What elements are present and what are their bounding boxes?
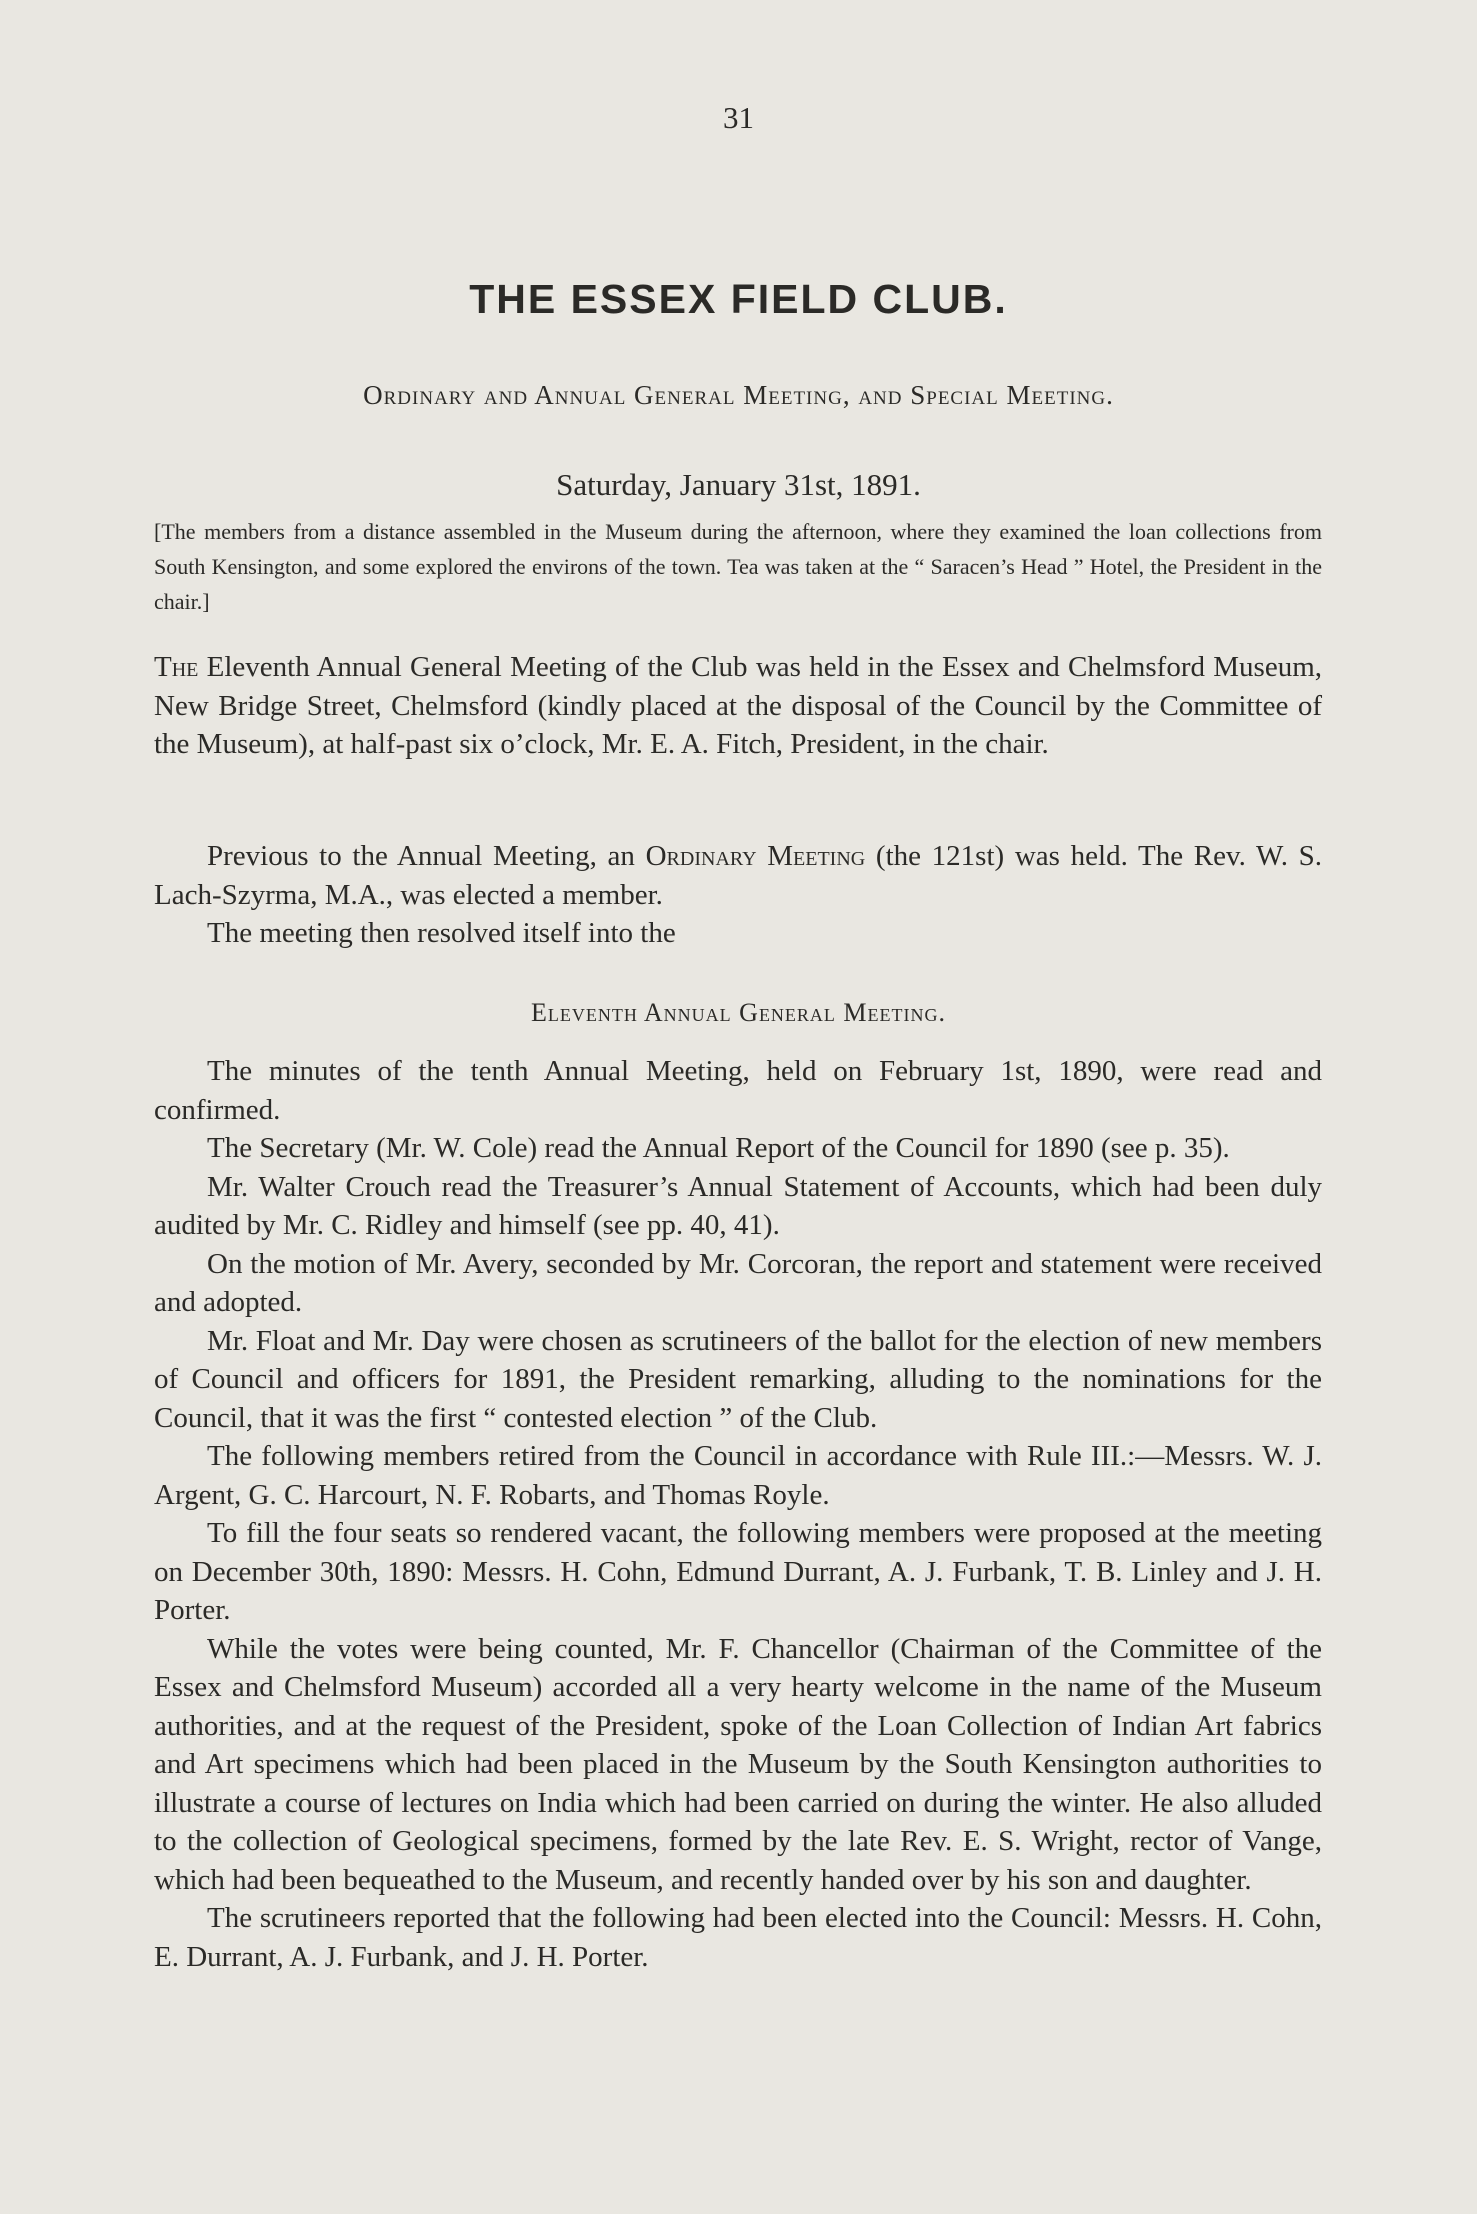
previous-paragraph [154,837,1322,914]
minutes-section [154,1052,1322,1976]
minutes-paragraph: Mr. Walter Crouch read the Treasurer’s Annual Statement of Accounts, which had been duly audited by Mr. C. Ridley and himself (see pp. 40, 41). [154,1170,1322,1241]
intro-paragraph [154,648,1322,764]
minutes-paragraph: The minutes of the tenth Annual Meeting, held on February 1st, 1890, were read and confirmed. [154,1055,1322,1126]
intro-section [154,648,1322,764]
minutes-paragraph: Mr. Float and Mr. Day were chosen as scrutineers of the ballot for the election of new members of Council and officers for 1891, the President remarking, alluding to the nominations for the Council, that it was the first “ contested election ” of the Club. [154,1324,1322,1434]
page-number: 31 [723,100,754,135]
previous-caps: Ordinary Meeting [645,840,866,872]
minutes-paragraph: The Secretary (Mr. W. Cole) read the Annual Report of the Council for 1890 (see p. 35). [207,1132,1230,1164]
previous-meeting-section [154,837,1322,953]
bracketed-note: [The members from a distance assembled in the Museum during the afternoon, where they examined the loan collections from South Kensington, and some explored the environs of the town. Tea was taken at the “ Saracen’s Head ” Hotel, the President in the chair.] [154,519,1322,614]
meeting-date: Saturday, January 31st, 1891. [556,467,921,502]
minutes-paragraph: On the motion of Mr. Avery, seconded by Mr. Corcoran, the report and statement were received and adopted. [154,1247,1322,1318]
resolved-paragraph: The meeting then resolved itself into the [207,917,676,949]
intro-text: Eleventh Annual General Meeting of the Club was held in the Essex and Chelmsford Museum, New Bridge Street, Chelmsford (kindly placed at the disposal of the Council by the Committee of the Museum), at half-past six o’clock, Mr. E. A. Fitch, President, in the chair. [154,651,1322,760]
page-title: THE ESSEX FIELD CLUB. [469,276,1008,322]
meeting-subtitle: Ordinary and Annual General Meeting, and Special Meeting. [363,380,1114,410]
previous-after: (the 121st) was held. The Rev. W. S. Lach-Szyrma, M.A., was elected a member. [154,840,1322,911]
minutes-paragraph: The scrutineers reported that the following had been elected into the Council: Messrs. H. Cohn, E. Durrant, A. J. Furbank, and J. H. Porter. [154,1902,1322,1973]
section-heading: Eleventh Annual General Meeting. [530,998,947,1027]
previous-before: Previous to the Annual Meeting, an [207,840,646,872]
minutes-paragraph: While the votes were being counted, Mr. F. Chancellor (Chairman of the Committee of the Essex and Chelmsford Museum) accorded all a very hearty welcome in the name of the Museum authorities, and at the request of the President, spoke of the Loan Collection of Indian Art fabrics and Art specimens which had been placed in the Museum by the South Kensington authorities to illustrate a course of lectures on India which had been carried on during the winter. He also alluded to the collection of Geological specimens, formed by the late Rev. E. S. Wright, rector of Vange, which had been bequeathed to the Museum, and recently handed over by his son and daughter. [154,1632,1322,1896]
minutes-paragraph: The following members retired from the Council in accordance with Rule III.:—Messrs. W. J. Argent, G. C. Harcourt, N. F. Robarts, and Thomas Royle. [154,1440,1322,1511]
minutes-paragraph: To fill the four seats so rendered vacant, the following members were proposed at the meeting on December 30th, 1890: Messrs. H. Cohn, Edmund Durrant, A. J. Furbank, T. B. Linley and J. H. Porter. [154,1517,1322,1626]
intro-lead-word: The [154,651,199,683]
